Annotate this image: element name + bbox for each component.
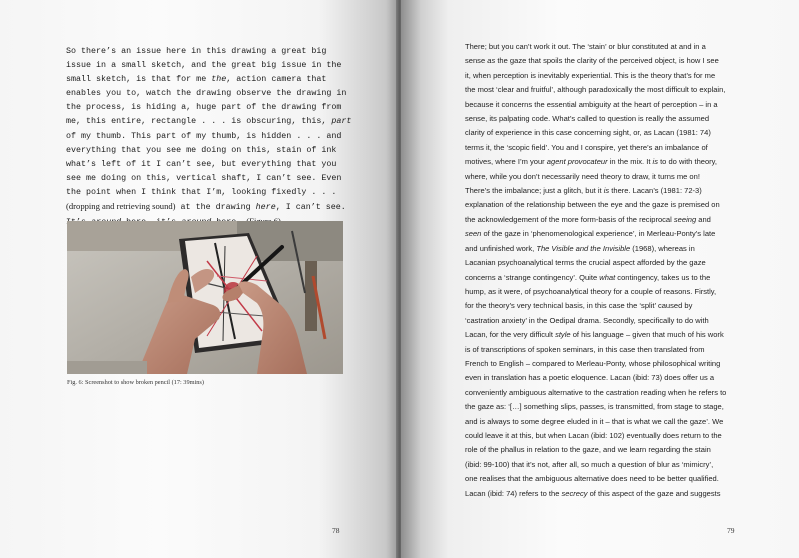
text-line: is of transcriptions of spoken seminars, in this case then translated from	[465, 344, 705, 354]
text-line: what’s left of it I can’t see, but everything that you	[66, 158, 337, 169]
text-line: see me doing on this, vertical shaft, I can’t see. Even	[66, 172, 342, 183]
text-line: explanation of the relationship between the eye and the gaze is premised on	[465, 200, 720, 210]
text-line: concerns a ‘strange contingency’. Quite what contingency, takes us to the	[465, 272, 711, 282]
text-line: could leave it at this, but when Lacan (ibid: 102) eventually does return to the	[465, 430, 722, 440]
text-line: and is always to some degree eluded in it – that is what we call the gaze’. We	[465, 416, 724, 426]
text-line: So there’s an issue here in this drawing a great big	[66, 46, 327, 56]
left-page	[0, 0, 398, 558]
text-line: ‘castration anxiety’ in the Oedipal drama. Secondly, specifically to do with	[465, 315, 709, 325]
text-line: even in translation has a poetic eloquence. Lacan (ibid: 73) does offer us a	[465, 373, 715, 383]
page-number-right: 79	[727, 526, 735, 535]
text-line: There; but you can’t work it out. The ‘stain’ or blur constituted at and in a	[465, 42, 706, 51]
text-line: everything that you see me doing on this, stain of ink	[66, 144, 337, 155]
text-line: and unfinished work, The Visible and the Invisible (1968), whereas in	[465, 243, 695, 253]
text-line: Lacan (ibid: 74) refers to the secrecy of this aspect of the gaze and suggests	[465, 488, 721, 498]
transcript-text	[66, 44, 352, 229]
text-line: role of the phallus in relation to the gaze, and we learn regarding the stain	[465, 445, 711, 455]
text-line: for the theory’s very technical basis, in this case the ‘split’ caused by	[465, 301, 693, 311]
text-line: motives, where I’m your agent provocateur in the mix. It is to do with theory,	[465, 157, 717, 167]
text-line: the most ‘clear and fruitful’, although paradoxically the most difficult to explain,	[465, 85, 726, 95]
text-line: the point when I think that I’m, looking fixedly . . .	[66, 186, 337, 197]
figure-6-photo	[67, 221, 343, 374]
text-line: the process, is hiding a, huge part of the drawing from	[66, 102, 342, 113]
text-line: Lacanian psychoanalytical terms the crucial aspect afforded by the gaze	[465, 258, 706, 268]
figure-caption: Fig. 6: Screenshot to show broken pencil (17: 39mins)	[67, 379, 204, 386]
right-page	[401, 0, 799, 558]
text-line: issue in a small sketch, and the great big issue in the	[66, 60, 342, 71]
text-line: enables you to, watch the drawing observe the drawing in	[66, 88, 347, 99]
text-line: (ibid: 99-100) that it’s not, after all, so much a question of blur as ‘mimicry’,	[465, 459, 714, 469]
text-line: sense, its palpating code. What’s called to question is really the assumed	[465, 114, 710, 124]
text-line: clarity of experience in this case concerning sight, or, as Lacan (1981: 74)	[465, 128, 711, 138]
text-line: seen of the gaze in ‘phenomenological experience’, in Merleau-Ponty’s late	[465, 229, 716, 239]
text-line: hump, as it were, of psychoanalytical theory for a couple of reasons. Firstly,	[465, 286, 717, 296]
text-line: where, while you don’t necessarily need theory to draw, it turns me on!	[465, 171, 700, 181]
text-line: because it concerns the essential ambiguity at the heart of perception – in a	[465, 99, 718, 109]
text-line: There’s the imbalance; just a glitch, but it is there. Lacan’s (1981: 72-3)	[465, 186, 702, 196]
page-number-left: 78	[332, 526, 340, 535]
text-line: (dropping and retrieving sound) at the drawing here, I can’t see.	[66, 201, 346, 213]
text-line: conveniently ambiguous alternative to the castration reading when he refers to	[465, 387, 727, 397]
text-line: it, when perception is inevitably experiential. This is the theory that’s for me	[465, 70, 716, 80]
text-line: French to English – compared to Merleau-Ponty, whose philosophical writing	[465, 358, 721, 368]
body-text	[465, 40, 773, 501]
text-line: Lacan, for the very difficult style of his language – given that much of his work	[465, 330, 724, 340]
text-line: me, this entire, rectangle . . . is obscuring, this, part	[66, 116, 352, 127]
text-line: the acknowledgement of the more form-basis of the reciprocal seeing and	[465, 214, 711, 224]
text-line: one realises that the ambiguous alternative does need to be better qualified.	[465, 474, 719, 484]
text-line: of my thumb. This part of my thumb, is hidden . . . and	[66, 130, 342, 141]
text-line: terms it, the ‘scopic field’. You and I conspire, yet there’s an imbalance of	[465, 142, 708, 152]
text-line: the gaze as: ‘[…] something slips, passes, is transmitted, from stage to stage,	[465, 402, 724, 412]
text-line: small sketch, is that for me the, action camera that	[66, 74, 327, 85]
text-line: sense as the gaze that spoils the clarity of the perceived object, is how I see	[465, 56, 719, 66]
